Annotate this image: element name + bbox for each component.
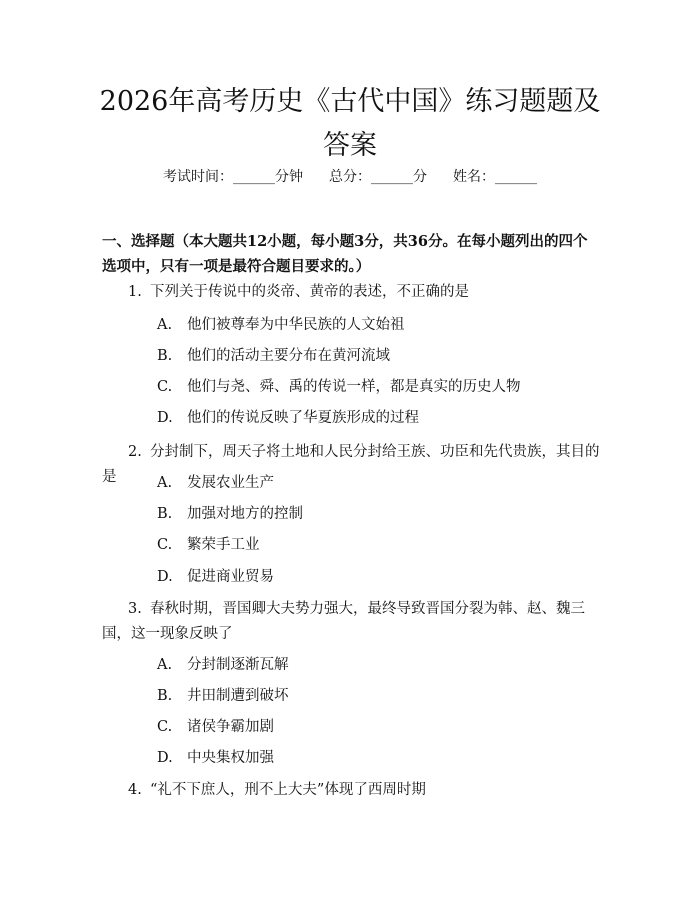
option-3c xyxy=(157,717,597,737)
question-number: 4. xyxy=(128,782,142,798)
option-text: 井田制遭到破坏 xyxy=(187,688,289,704)
option-text: 他们被尊奉为中华民族的人文始祖 xyxy=(187,317,405,333)
option-letter: A. xyxy=(157,475,173,491)
option-letter: A. xyxy=(157,657,173,673)
option-3d xyxy=(157,748,597,768)
section-heading: 一、选择题（本大题共12小题，每小题3分，共36分。在每小题列出的四个选项中，只有一项是最符合题目要求的。） xyxy=(102,233,588,275)
option-2c xyxy=(157,535,597,555)
question-stem: 下列关于传说中的炎帝、黄帝的表述，不正确的是 xyxy=(150,284,469,300)
option-1b xyxy=(157,346,597,366)
option-letter: B. xyxy=(157,348,173,364)
option-letter: D. xyxy=(157,410,173,426)
option-letter: C. xyxy=(157,719,173,735)
document-title: 2026年高考历史《古代中国》练习题题及答案 xyxy=(99,86,601,161)
option-text: 发展农业生产 xyxy=(187,475,274,491)
total-score-field: 总分：______分 xyxy=(329,169,427,185)
option-1a xyxy=(157,315,597,335)
option-1d xyxy=(157,408,597,428)
question-stem: 春秋时期，晋国卿大夫势力强大，最终导致晋国分裂为韩、赵、魏三国，这一现象反映了 xyxy=(102,601,585,642)
option-letter: D. xyxy=(157,750,173,766)
option-3a xyxy=(157,655,597,675)
option-text: 他们与尧、舜、禹的传说一样，都是真实的历史人物 xyxy=(187,379,521,395)
option-2d xyxy=(157,567,597,587)
option-1c xyxy=(157,377,597,397)
option-text: 促进商业贸易 xyxy=(187,569,274,585)
exam-time-field: 考试时间：______分钟 xyxy=(163,169,303,185)
option-letter: A. xyxy=(157,317,173,333)
option-2b xyxy=(157,504,597,524)
option-text: 中央集权加强 xyxy=(187,750,274,766)
option-text: 诸侯争霸加剧 xyxy=(187,719,274,735)
option-letter: B. xyxy=(157,506,173,522)
name-field: 姓名：______ xyxy=(453,169,537,185)
question-3 xyxy=(102,597,600,647)
option-text: 他们的活动主要分布在黄河流域 xyxy=(187,348,390,364)
question-4 xyxy=(102,778,600,803)
question-stem: “礼不下庶人，刑不上大夫”体现了西周时期 xyxy=(150,782,426,798)
question-number: 1. xyxy=(128,284,142,300)
option-letter: B. xyxy=(157,688,173,704)
exam-info xyxy=(0,167,700,187)
option-text: 繁荣手工业 xyxy=(187,537,260,553)
option-letter: C. xyxy=(157,537,173,553)
option-text: 分封制逐渐瓦解 xyxy=(187,657,289,673)
option-letter: C. xyxy=(157,379,173,395)
option-2a xyxy=(157,473,597,493)
option-text: 加强对地方的控制 xyxy=(187,506,303,522)
option-3b xyxy=(157,686,597,706)
option-text: 他们的传说反映了华夏族形成的过程 xyxy=(187,410,419,426)
question-number: 3. xyxy=(128,601,142,617)
question-number: 2. xyxy=(128,444,142,460)
question-stem: 分封制下，周天子将土地和人民分封给王族、功臣和先代贵族，其目的是 xyxy=(102,444,600,485)
question-1 xyxy=(102,280,600,305)
option-letter: D. xyxy=(157,569,173,585)
